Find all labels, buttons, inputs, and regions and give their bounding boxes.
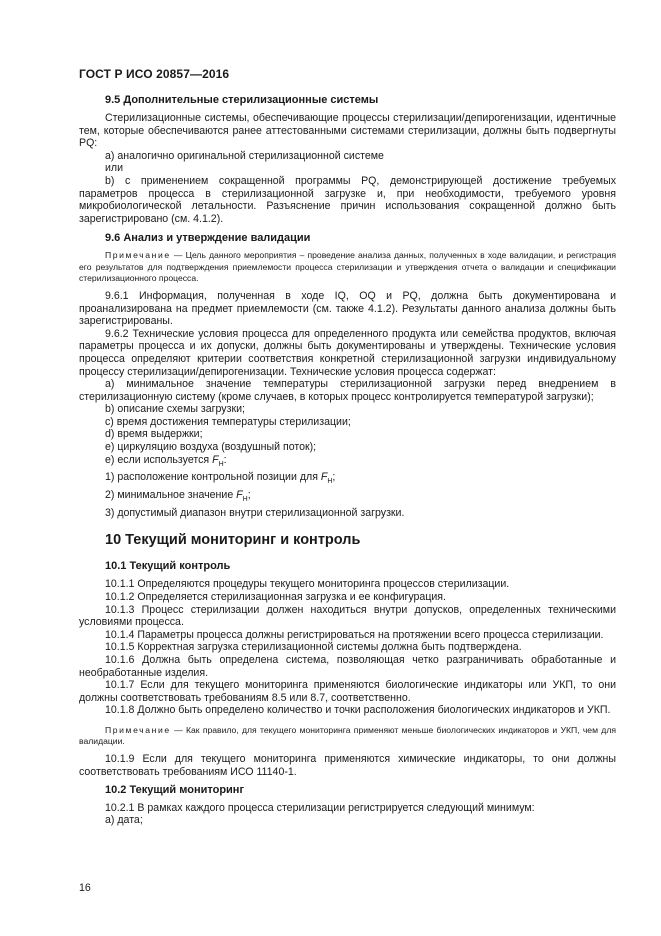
- paragraph: 10.1.6 Должна быть определена система, позволяющая четко разграничивать обработанные и необработанные изделия.: [79, 653, 616, 679]
- list-item: a) дата;: [105, 814, 143, 827]
- note-text: — Как правило, для текущего мониторинга применяют меньше биологических индикаторов и УКП, чем для валидации.: [79, 724, 616, 747]
- note-text: — Цель данного мероприятия – проведение анализа данных, полученных в ходе валидации, и регистрация его результатов для подтверждения приемлемости процесса стерилизации и утверждения отчета о валидации и спецификации стерилизационного процесса.: [79, 250, 616, 283]
- paragraph: 10.1.9 Если для текущего мониторинга применяются химические индикаторы, то они должны соответствовать требованиям ИСО 11140-1.: [79, 753, 616, 778]
- list-item: a) аналогично оригинальной стерилизационной системе: [105, 149, 384, 162]
- section-10-heading: 10 Текущий мониторинг и контроль: [105, 532, 361, 549]
- list-item: b) с применением сокращенной программы PQ, демонстрирующей достижение требуемых параметров процесса в стерилизационной загрузке и, при необходимости, требуемого уровня микробиологической летальности. Разъяснение причин использования сокращенной должно быть зарегистрировано (см. 4.1.2).: [79, 174, 616, 225]
- list-item: 2) минимальное значение $F_H$;: [105, 489, 251, 504]
- page-content: [79, 93, 616, 827]
- paragraph: 10.1.3 Процесс стерилизации должен находиться внутри допусков, определенных техническими условиями процесса.: [79, 603, 616, 629]
- paragraph: 9.6.1 Информация, полученная в ходе IQ, OQ и PQ, должна быть документирована и проанализирована на предмет приемлемости (см. также 4.1.2). Результаты данного анализа должны быть зарегистрированы.: [79, 289, 616, 328]
- paragraph: 10.1.2 Определяется стерилизационная загрузка и ее конфигурация.: [105, 590, 446, 603]
- note: [79, 250, 616, 284]
- paragraph: 10.1.8 Должно быть определено количество и точки расположения биологических индикаторов и УКП.: [105, 704, 611, 717]
- section-10-2-heading: 10.2 Текущий мониторинг: [105, 783, 245, 796]
- list-item: или: [105, 162, 124, 175]
- page-number: 16: [79, 882, 91, 894]
- list-item: a) минимальное значение температуры стерилизационной загрузки перед внедрением в стерилизационную систему (кроме случаев, в которых процесс контролируется температурой загрузки);: [79, 378, 616, 403]
- paragraph: 10.1.4 Параметры процесса должны регистрироваться на протяжении всего процесса стерилизации.: [105, 628, 604, 641]
- note: [79, 725, 616, 747]
- list-item: 3) допустимый диапазон внутри стерилизационной загрузки.: [105, 506, 405, 519]
- list-item: d) время выдержки;: [105, 428, 203, 441]
- page-header: ГОСТ Р ИСО 20857—2016: [79, 67, 230, 81]
- list-item: c) время достижения температуры стерилизации;: [105, 415, 351, 428]
- paragraph: 9.6.2 Технические условия процесса для определенного продукта или семейства продуктов, включая параметры процесса и их допуски, должны быть документированы и утверждены. Технические условия процесса определяют критерии соответствия конкретной стерилизационной загрузки индивидуальному процессу стерилизации/депирогенизации. Технические условия процесса содержат:: [79, 327, 616, 378]
- list-item: b) описание схемы загрузки;: [105, 403, 245, 416]
- note-label: Примечание: [105, 724, 171, 735]
- list-item: 1) расположение контрольной позиции для $F_H$;: [105, 471, 336, 486]
- paragraph: 10.1.7 Если для текущего мониторинга применяются биологические индикаторы или УКП, то они должны соответствовать требованиям 8.5 или 8.7, соответственно.: [79, 679, 616, 704]
- list-item: e) если используется $F_H$:: [105, 453, 227, 468]
- section-9-5-heading: 9.5 Дополнительные стерилизационные системы: [105, 94, 379, 106]
- note-label: Примечание: [105, 250, 171, 261]
- paragraph: Стерилизационные системы, обеспечивающие процессы стерилизации/депирогенизации, идентичные тем, которые обеспечиваются ранее аттестованными системами стерилизации, должны быть подвергнуты PQ:: [79, 112, 616, 150]
- list-item: e) циркуляцию воздуха (воздушный поток);: [105, 441, 317, 454]
- paragraph: 10.1.1 Определяются процедуры текущего мониторинга процессов стерилизации.: [105, 578, 510, 591]
- paragraph: 10.2.1 В рамках каждого процесса стерилизации регистрируется следующий минимум:: [105, 801, 535, 814]
- paragraph: 10.1.5 Корректная загрузка стерилизационной системы должна быть подтверждена.: [105, 641, 522, 654]
- section-10-1-heading: 10.1 Текущий контроль: [105, 560, 231, 573]
- section-9-6-heading: 9.6 Анализ и утверждение валидации: [105, 232, 311, 245]
